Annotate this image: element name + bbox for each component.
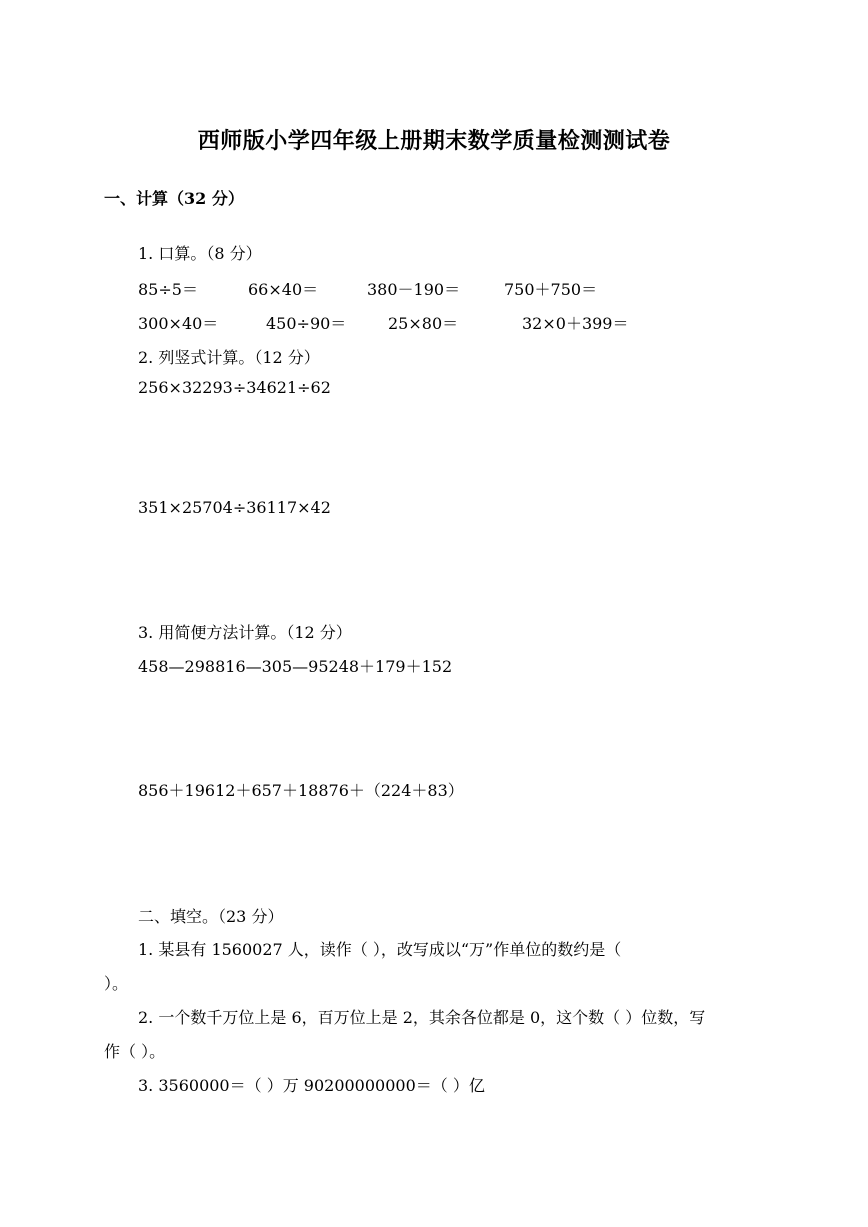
fill-question-2-line-2: 作（ ）。: [104, 1042, 166, 1061]
oral-item: 750＋750＝: [504, 280, 598, 299]
page-title: 西师版小学四年级上册期末数学质量检测测试卷: [197, 128, 671, 154]
question-simplify-label: 3. 用简便方法计算。（12 分）: [138, 623, 352, 642]
oral-item: 300×40＝: [138, 314, 219, 333]
simplify-line-2: 856＋19612＋657＋18876＋（224＋83）: [138, 781, 464, 800]
vertical-calc-line-2: 351×25704÷36117×42: [138, 498, 331, 517]
fill-question-1-line-2: ）。: [104, 974, 129, 993]
oral-item: 380－190＝: [367, 280, 461, 299]
oral-item: 450÷90＝: [266, 314, 347, 333]
oral-item: 85÷5＝: [138, 280, 198, 299]
section-heading-fill-blank: 二、填空。（23 分）: [138, 907, 284, 926]
simplify-line-1: 458—298816—305—95248＋179＋152: [138, 657, 453, 676]
oral-item: 25×80＝: [388, 314, 459, 333]
oral-item: 66×40＝: [248, 280, 319, 299]
question-oral-label: 1. 口算。（8 分）: [138, 244, 262, 263]
question-vertical-label: 2. 列竖式计算。（12 分）: [138, 348, 320, 367]
fill-question-2-line-1: 2. 一个数千万位上是 6，百万位上是 2，其余各位都是 0，这个数（ ）位数，写: [138, 1008, 706, 1027]
fill-question-3: 3. 3560000＝（ ）万 90200000000＝（ ）亿: [138, 1076, 485, 1095]
section-heading-calculation: 一、计算（32 分）: [104, 189, 244, 208]
oral-item: 32×0＋399＝: [522, 314, 629, 333]
vertical-calc-line-1: 256×32293÷34621÷62: [138, 378, 331, 397]
fill-question-1-line-1: 1. 某县有 1560027 人，读作（ ），改写成以“万”作单位的数约是（: [138, 940, 622, 959]
